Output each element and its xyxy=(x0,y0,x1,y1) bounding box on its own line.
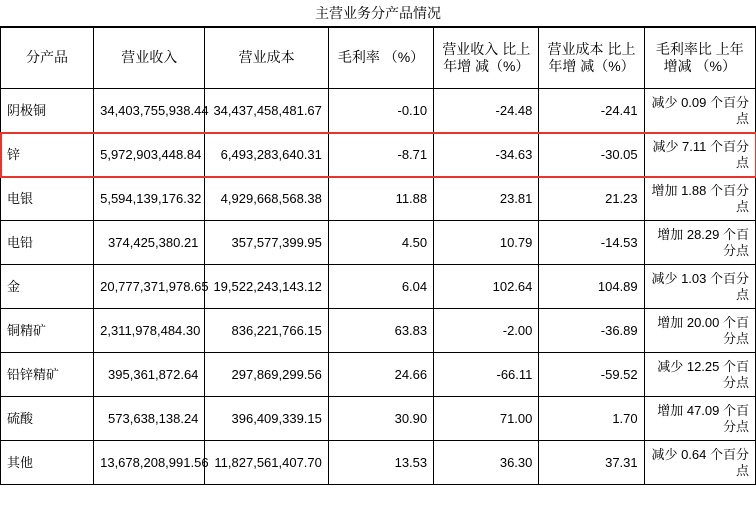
table-row xyxy=(1,133,756,177)
cell-revenue: 573,638,138.24 xyxy=(94,397,205,441)
cell-product-name: 阴极铜 xyxy=(1,89,94,133)
table-body xyxy=(1,89,756,485)
table-row xyxy=(1,309,756,353)
cell-gross-margin: 30.90 xyxy=(328,397,433,441)
cell-cost-change: 1.70 xyxy=(539,397,644,441)
table-row xyxy=(1,265,756,309)
cell-cost-change: -36.89 xyxy=(539,309,644,353)
cell-revenue: 2,311,978,484.30 xyxy=(94,309,205,353)
cell-cost: 297,869,299.56 xyxy=(205,353,328,397)
cell-revenue: 5,594,139,176.32 xyxy=(94,177,205,221)
column-header-revenue-change: 营业收入 比上年增 减（%） xyxy=(434,28,539,89)
cell-cost: 11,827,561,407.70 xyxy=(205,441,328,485)
cell-product-name: 硫酸 xyxy=(1,397,94,441)
cell-product-name: 其他 xyxy=(1,441,94,485)
cell-cost-change: 21.23 xyxy=(539,177,644,221)
cell-gross-margin-change: 减少 0.09 个百分点 xyxy=(644,89,755,133)
cell-revenue: 13,678,208,991.56 xyxy=(94,441,205,485)
column-header-product: 分产品 xyxy=(1,28,94,89)
cell-product-name: 锌 xyxy=(1,133,94,177)
cell-revenue: 5,972,903,448.84 xyxy=(94,133,205,177)
cell-cost-change: 37.31 xyxy=(539,441,644,485)
cell-revenue-change: 71.00 xyxy=(434,397,539,441)
cell-gross-margin: 24.66 xyxy=(328,353,433,397)
cell-gross-margin: 63.83 xyxy=(328,309,433,353)
cell-gross-margin: 11.88 xyxy=(328,177,433,221)
column-header-cost-change: 营业成本 比上年增 减（%） xyxy=(539,28,644,89)
cell-gross-margin: 6.04 xyxy=(328,265,433,309)
table-row xyxy=(1,353,756,397)
cell-cost: 836,221,766.15 xyxy=(205,309,328,353)
cell-gross-margin-change: 增加 20.00 个百分点 xyxy=(644,309,755,353)
cell-cost-change: -30.05 xyxy=(539,133,644,177)
cell-product-name: 铜精矿 xyxy=(1,309,94,353)
cell-gross-margin-change: 增加 47.09 个百分点 xyxy=(644,397,755,441)
table-row xyxy=(1,397,756,441)
column-header-cost: 营业成本 xyxy=(205,28,328,89)
cell-gross-margin-change: 增加 1.88 个百分点 xyxy=(644,177,755,221)
cell-gross-margin: 4.50 xyxy=(328,221,433,265)
cell-product-name: 铅锌精矿 xyxy=(1,353,94,397)
cell-revenue-change: -2.00 xyxy=(434,309,539,353)
cell-cost-change: 104.89 xyxy=(539,265,644,309)
cell-cost-change: -14.53 xyxy=(539,221,644,265)
cell-product-name: 电铅 xyxy=(1,221,94,265)
table-row xyxy=(1,89,756,133)
cell-revenue: 34,403,755,938.44 xyxy=(94,89,205,133)
product-financials-table xyxy=(0,27,756,485)
cell-revenue: 20,777,371,978.65 xyxy=(94,265,205,309)
cell-revenue-change: -66.11 xyxy=(434,353,539,397)
cell-gross-margin: -0.10 xyxy=(328,89,433,133)
column-header-revenue: 营业收入 xyxy=(94,28,205,89)
cell-revenue: 395,361,872.64 xyxy=(94,353,205,397)
column-header-gross-margin: 毛利率 （%） xyxy=(328,28,433,89)
table-header-row xyxy=(1,28,756,89)
cell-product-name: 电银 xyxy=(1,177,94,221)
cell-gross-margin-change: 增加 28.29 个百分点 xyxy=(644,221,755,265)
cell-cost: 396,409,339.15 xyxy=(205,397,328,441)
table-row xyxy=(1,221,756,265)
cell-cost-change: -59.52 xyxy=(539,353,644,397)
cell-gross-margin: -8.71 xyxy=(328,133,433,177)
cell-revenue-change: 23.81 xyxy=(434,177,539,221)
cell-cost: 19,522,243,143.12 xyxy=(205,265,328,309)
table-row xyxy=(1,177,756,221)
cell-gross-margin-change: 减少 0.64 个百分点 xyxy=(644,441,755,485)
cell-gross-margin: 13.53 xyxy=(328,441,433,485)
cell-revenue-change: -34.63 xyxy=(434,133,539,177)
cell-product-name: 金 xyxy=(1,265,94,309)
cell-gross-margin-change: 减少 12.25 个百分点 xyxy=(644,353,755,397)
table-header xyxy=(1,28,756,89)
cell-revenue: 374,425,380.21 xyxy=(94,221,205,265)
cell-cost: 6,493,283,640.31 xyxy=(205,133,328,177)
cell-cost: 34,437,458,481.67 xyxy=(205,89,328,133)
cell-cost: 357,577,399.95 xyxy=(205,221,328,265)
cell-revenue-change: 102.64 xyxy=(434,265,539,309)
cell-revenue-change: 36.30 xyxy=(434,441,539,485)
page-title-text: 主营业务分产品情况 xyxy=(315,5,441,21)
page-title xyxy=(0,0,756,27)
cell-revenue-change: 10.79 xyxy=(434,221,539,265)
column-header-gross-margin-change: 毛利率比 上年增减 （%） xyxy=(644,28,755,89)
cell-gross-margin-change: 减少 7.11 个百分点 xyxy=(644,133,755,177)
cell-cost-change: -24.41 xyxy=(539,89,644,133)
table-row xyxy=(1,441,756,485)
cell-revenue-change: -24.48 xyxy=(434,89,539,133)
cell-cost: 4,929,668,568.38 xyxy=(205,177,328,221)
cell-gross-margin-change: 减少 1.03 个百分点 xyxy=(644,265,755,309)
